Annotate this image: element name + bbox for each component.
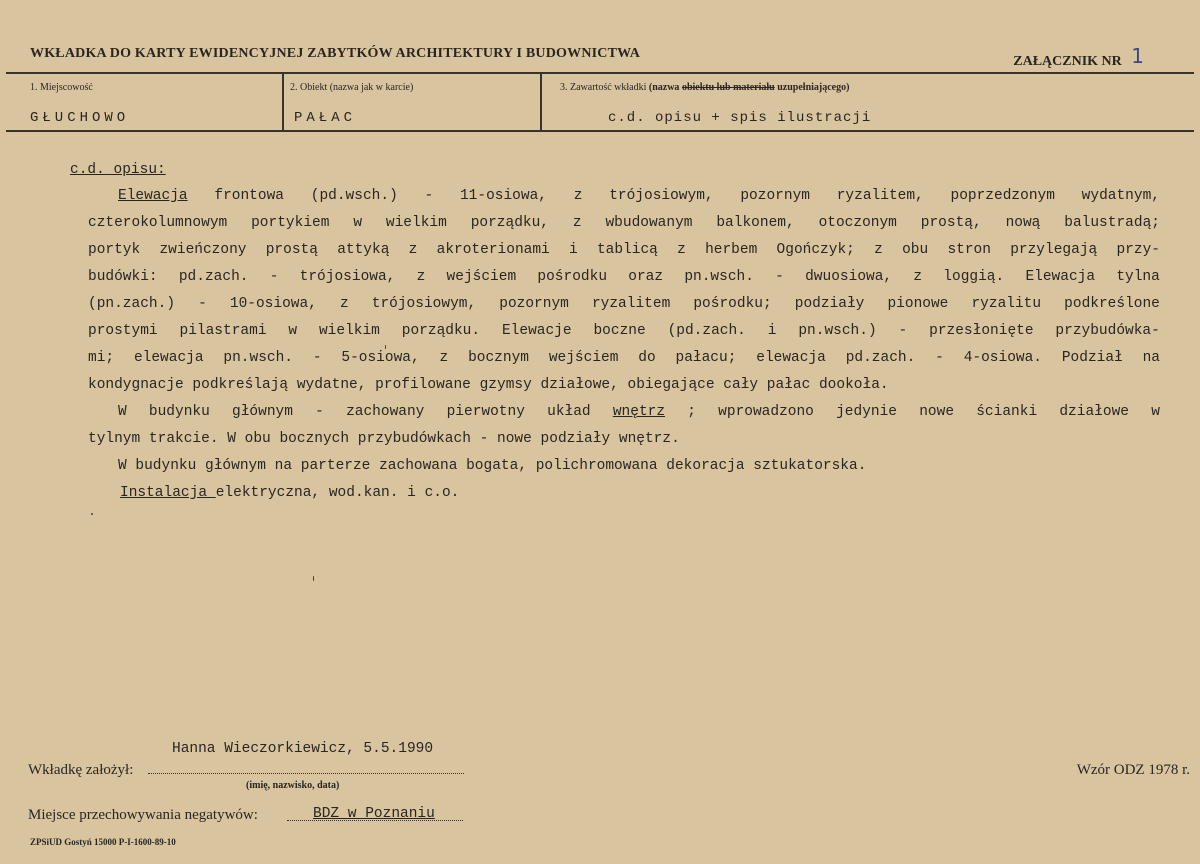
content-label-paren-close: uzupełniającego) [777,82,850,93]
content-label-paren-open: (nazwa [648,82,680,93]
annex-heading [1013,46,1144,70]
content-label [560,82,849,93]
printer-note: ZPSiUD Gostyń 15000 P-I-1600-89-10 [30,837,176,847]
annex-number: 1 [1131,44,1144,68]
description-line: czterokolumnowym portykiem w wielkim porządku, z wbudowanym balkonem, otoczonym prostą, nową balustradą; [88,215,1160,231]
paper-speck [91,513,93,515]
field-divider-2 [540,73,542,131]
description-line: portyk zwieńczony prostą attyką z akroterionami i tablicą z herbem Ogończyk; z obu stron przylegają przy- [88,242,1160,258]
description-line: tylnym trakcie. W obu bocznych przybudówkach - nowe podziały wnętrz. [88,431,680,447]
description-line: Elewacja frontowa (pd.wsch.) - 11-osiowa, z trójosiowym, pozornym ryzalitem, poprzedzonym wydatnym, [118,188,1160,204]
field-divider-1 [282,73,284,131]
description-line: W budynku głównym na parterze zachowana bogata, polichromowana dekoracja sztukatorska. [118,458,867,474]
locality-value: GŁUCHOWO [30,110,130,126]
paper-speck [313,576,314,581]
content-label-struck: obiektu lub materiału [681,82,775,93]
template-version: Wzór ODZ 1978 r. [1076,762,1190,778]
annex-label: ZAŁĄCZNIK NR [1013,54,1122,69]
description-line: mi; elewacja pn.wsch. - 5-osiowa, z bocznym wejściem do pałacu; elewacja pd.zach. - 4-osiowa. Podział na [88,350,1160,366]
description-line: W budynku głównym - zachowany pierwotny układ wnętrz ; wprowadzono jedynie nowe ścianki działowe w [118,404,1160,420]
description-line: budówki: pd.zach. - trójosiowa, z wejściem pośrodku oraz pn.wsch. - dwuosiowa, z loggią. Elewacja tylna [88,269,1160,285]
description-line: (pn.zach.) - 10-osiowa, z trójosiowym, pozornym ryzalitem pośrodku; podziały pionowe ryzalitu podkreślone [88,296,1160,312]
negatives-label: Miejsce przechowywania negatywów: [28,807,258,823]
content-value: c.d. opisu + spis ilustracji [608,110,872,126]
section-title: c.d. opisu: [70,162,166,178]
description-line: Instalacja elektryczna, wod.kan. i c.o. [120,485,460,501]
negatives-value: BDZ w Poznaniu [313,806,435,822]
locality-label: 1. Miejscowość [30,82,93,93]
object-label: 2. Obiekt (nazwa jak w karcie) [290,82,414,93]
paper-speck [385,345,386,349]
form-title: WKŁADKA DO KARTY EWIDENCYJNEJ ZABYTKÓW ARCHITEKTURY I BUDOWNICTWA [30,46,641,61]
description-line: kondygnacje podkreślają wydatne, profilowane gzymsy działowe, obiegające cały pałac dookoła. [88,377,889,393]
top-rule [6,72,1194,74]
author-label: Wkładkę założył: [28,762,134,778]
content-label-prefix: 3. Zawartość wkładki [560,82,647,93]
author-dotted-line [148,773,464,774]
fields-bottom-rule [6,130,1194,132]
object-value: PAŁAC [294,110,357,126]
description-line: prostymi pilastrami w wielkim porządku. Elewacje boczne (pd.zach. i pn.wsch.) - przesłonięte przybudówka- [88,323,1160,339]
author-hint: (imię, nazwisko, data) [246,780,340,791]
author-value: Hanna Wieczorkiewicz, 5.5.1990 [172,741,434,757]
